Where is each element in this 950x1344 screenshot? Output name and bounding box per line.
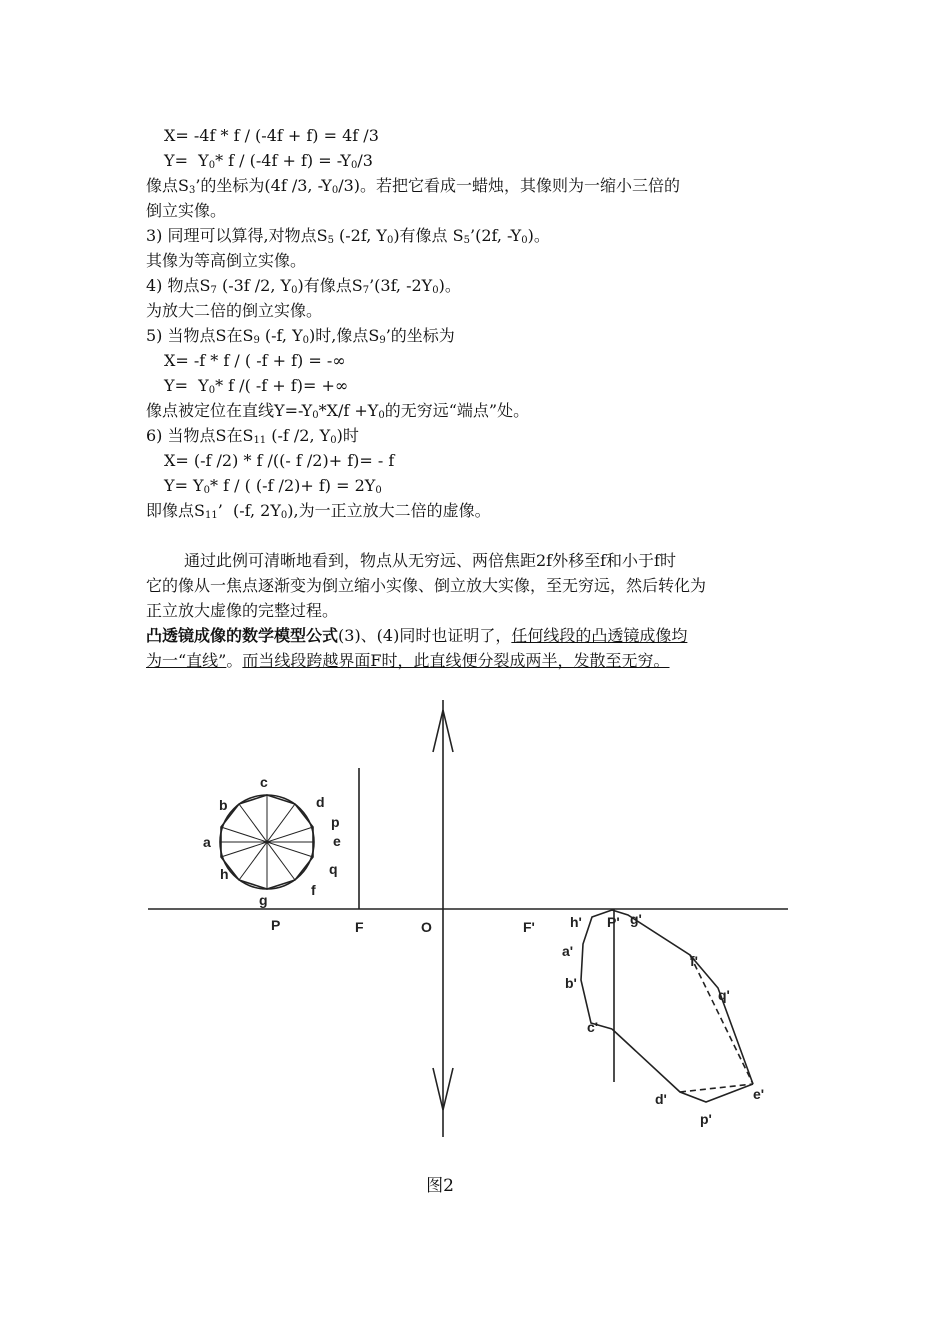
item-6: 6) 当物点S在$S_{11}$ (-f /2, $Y_0$)时 bbox=[146, 426, 359, 446]
summary-paragraph-line-3: 正立放大虚像的完整过程。 bbox=[146, 601, 339, 620]
obj-label-h: h bbox=[220, 866, 229, 882]
obj-label-e: e bbox=[333, 833, 341, 849]
conclusion-line-1: 凸透镜成像的数学模型公式(3)、(4)同时也证明了，任何线段的凸透镜成像均 bbox=[146, 626, 688, 645]
obj-label-f: f bbox=[311, 882, 316, 898]
equation-y-s11: $Y= Y_0*$ f / ( (-f $/2)+ f) = 2Y_0$ bbox=[164, 476, 382, 496]
equation-x-s11: X= (-f /2) * f /((- f /2)+ f)= - f bbox=[164, 451, 395, 470]
label-F-prime: F' bbox=[523, 919, 535, 935]
summary-paragraph-line-1: 通过此例可清晰地看到，物点从无穷远、两倍焦距2f外移至f和小于f时 bbox=[184, 551, 676, 570]
img-label-h-prime: h' bbox=[570, 914, 582, 930]
item-5: 5) 当物点S在$S_9$ (-f, $Y_0$)时,像点$S_9$’的坐标为 bbox=[146, 326, 455, 346]
bold-term: 凸透镜成像的数学模型公式 bbox=[146, 626, 339, 645]
img-label-q-prime: q' bbox=[718, 987, 730, 1003]
item-4: 4) 物点$S_7$ (-3f /2, $Y_0$)有像点$S_7’(3f$, $-2Y_0$)。 bbox=[146, 276, 461, 296]
img-label-P-prime: P' bbox=[607, 914, 620, 930]
img-label-f-prime: f' bbox=[690, 953, 698, 969]
obj-label-c: c bbox=[260, 774, 268, 790]
image-right-curve bbox=[612, 910, 753, 1084]
img-label-a-prime: a' bbox=[562, 943, 574, 959]
obj-label-d: d bbox=[316, 794, 325, 810]
img-label-d-prime: d' bbox=[655, 1091, 667, 1107]
img-label-c-prime: c' bbox=[587, 1019, 599, 1035]
label-F: F bbox=[355, 919, 364, 935]
s3-result-line: 像点$S_3$’的坐标为(4f /3, $-Y_0/3$)。若把它看成一蜡烛，其像则为一缩小三倍的 bbox=[146, 176, 681, 196]
img-label-b-prime: b' bbox=[565, 975, 577, 991]
img-label-e-prime: e' bbox=[753, 1086, 765, 1102]
obj-label-p: p bbox=[331, 814, 340, 830]
label-P: P bbox=[271, 917, 281, 933]
item-3-line-2: 其像为等高倒立实像。 bbox=[146, 251, 307, 270]
conclusion-line-2: 为一“直线”。而当线段跨越界面F时，此直线便分裂成两半，发散至无穷。 bbox=[146, 651, 670, 670]
obj-label-b: b bbox=[219, 797, 228, 813]
item-6-result: 即像点$S_{11}$’ (-f, $2Y_0$),为一正立放大二倍的虚像。 bbox=[146, 501, 491, 521]
item-3: 3) 同理可以算得,对物点$S_5$ (-2f, $Y_0$)有像点 $S_5’(2f$, $-Y_0$)。 bbox=[146, 226, 550, 246]
img-label-g-prime: g' bbox=[630, 911, 642, 927]
image-dashed-1 bbox=[690, 955, 753, 1084]
obj-label-g: g bbox=[259, 892, 268, 908]
summary-paragraph-line-2: 它的像从一焦点逐渐变为倒立缩小实像、倒立放大实像，至无穷远，然后转化为 bbox=[146, 576, 707, 595]
equation-x-s3: X= -4f * f / (-4f + f) = 4f /3 bbox=[164, 126, 379, 145]
equation-y-s9: $Y= Y_0*$ f /( -f + f)= +∞ bbox=[164, 376, 349, 396]
equation-x-s9: X= -f * f / ( -f + f) = -∞ bbox=[164, 351, 346, 370]
obj-label-a: a bbox=[203, 834, 211, 850]
lens-imaging-diagram bbox=[0, 690, 880, 1170]
label-O: O bbox=[421, 919, 432, 935]
s3-result-line-2: 倒立实像。 bbox=[146, 201, 227, 220]
figure-caption: 图2 bbox=[426, 1176, 454, 1196]
obj-label-q: q bbox=[329, 861, 338, 877]
item-5-result: 像点被定位在直线$Y=-Y_0*X/f +Y_0$的无穷远“端点”处。 bbox=[146, 401, 530, 421]
equation-y-s3: $Y= Y_0*$ $f / (-4f + f) = -Y_0/3$ bbox=[164, 151, 373, 171]
img-label-p-prime: p' bbox=[700, 1111, 712, 1127]
item-4-line-2: 为放大二倍的倒立实像。 bbox=[146, 301, 323, 320]
